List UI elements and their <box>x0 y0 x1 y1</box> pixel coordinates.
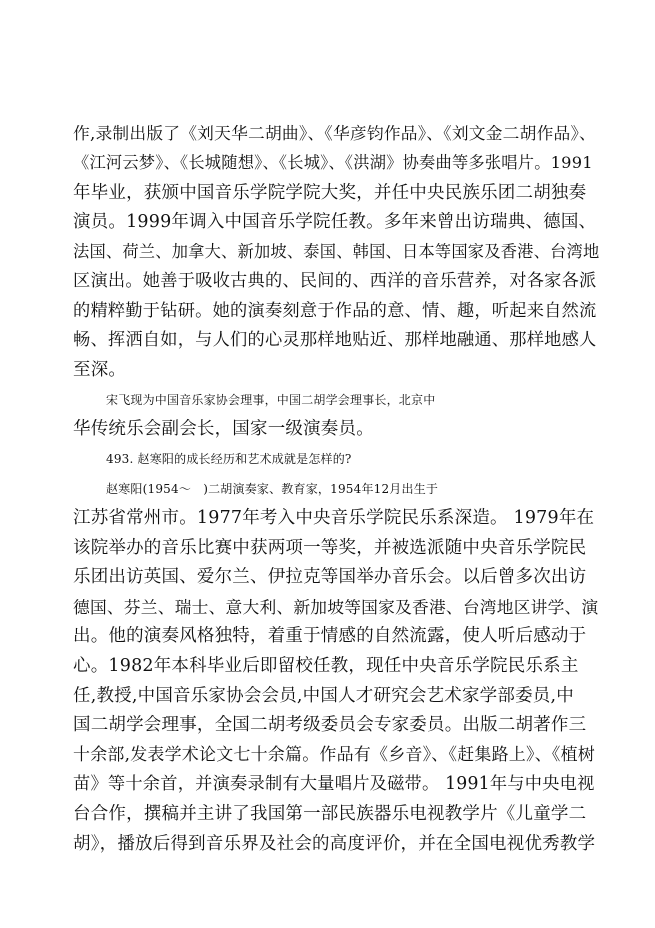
text-line: 畅、挥洒自如，与人们的心灵那样地贴近、那样地融通、那样地感人 <box>73 330 597 350</box>
text-line: 乐团出访英国、爱尔兰、伊拉克等国举办音乐会。以后曾多次出访 <box>73 567 587 587</box>
text-line: 至深。 <box>73 360 127 380</box>
text-line: 年毕业，获颁中国音乐学院学院大奖，并任中央民族乐团二胡独奏 <box>73 183 587 203</box>
text-line: 出。他的演奏风格独特，着重于情感的自然流露，使人听后感动于 <box>73 626 587 646</box>
text-line: 宋飞现为中国音乐家协会理事，中国二胡学会理事长，北京中 <box>106 393 436 407</box>
text-line: 台合作，撰稿并主讲了我国第一部民族器乐电视教学片《儿童学二 <box>73 804 587 824</box>
text-line: 江苏省常州市。1977年考入中央音乐学院民乐系深造。 1979年在 <box>73 508 595 528</box>
text-line: 的精粹勤于钻研。她的演奏刻意于作品的意、情、趣，听起来自然流 <box>73 301 597 321</box>
text-line: 法国、荷兰、加拿大、新加坡、泰国、韩国、日本等国家及香港、台湾地 <box>73 242 600 261</box>
question-heading: 493. 赵寒阳的成长经历和艺术成就是怎样的? <box>106 452 352 466</box>
text-line: 苗》等十余首，并演奏录制有大量唱片及磁带。 1991年与中央电视 <box>73 774 595 794</box>
text-line: 国二胡学会理事，全国二胡考级委员会专家委员。出版二胡著作三 <box>73 715 587 735</box>
text-line: 心。1982年本科毕业后即留校任教，现任中央音乐学院民乐系主 <box>73 656 579 676</box>
text-line: 华传统乐会副会长，国家一级演奏员。 <box>73 419 374 439</box>
text-line: 胡》，播放后得到音乐界及社会的高度评价，并在全国电视优秀教学 <box>73 834 596 854</box>
text-line: 任,教授,中国音乐家协会会员,中国人才研究会艺术家学部委员,中 <box>73 686 574 706</box>
text-line: 十余部,发表学术论文七十余篇。作品有《乡音》、《赶集路上》、《植树 <box>73 745 596 765</box>
text-line: 区演出。她善于吸收古典的、民间的、西洋的音乐营养，对各家各派 <box>73 271 597 291</box>
text-line: 德国、芬兰、瑞士、意大利、新加坡等国家及香港、台湾地区讲学、演 <box>73 597 599 617</box>
text-line: 赵寒阳(1954～ )二胡演奏家、教育家，1954年12月出生于 <box>106 482 439 496</box>
text-line: 作,录制出版了《刘天华二胡曲》、《华彦钧作品》、《刘文金二胡作品》、 <box>73 123 597 143</box>
text-line: 演员。1999年调入中国音乐学院任教。多年来曾出访瑞典、德国、 <box>73 212 597 232</box>
text-line: 该院举办的音乐比赛中获两项一等奖，并被选派随中央音乐学院民 <box>73 538 587 558</box>
text-line: 《江河云梦》、《长城随想》、《长城》、《洪湖》协奏曲等多张唱片。1991 <box>73 153 593 172</box>
